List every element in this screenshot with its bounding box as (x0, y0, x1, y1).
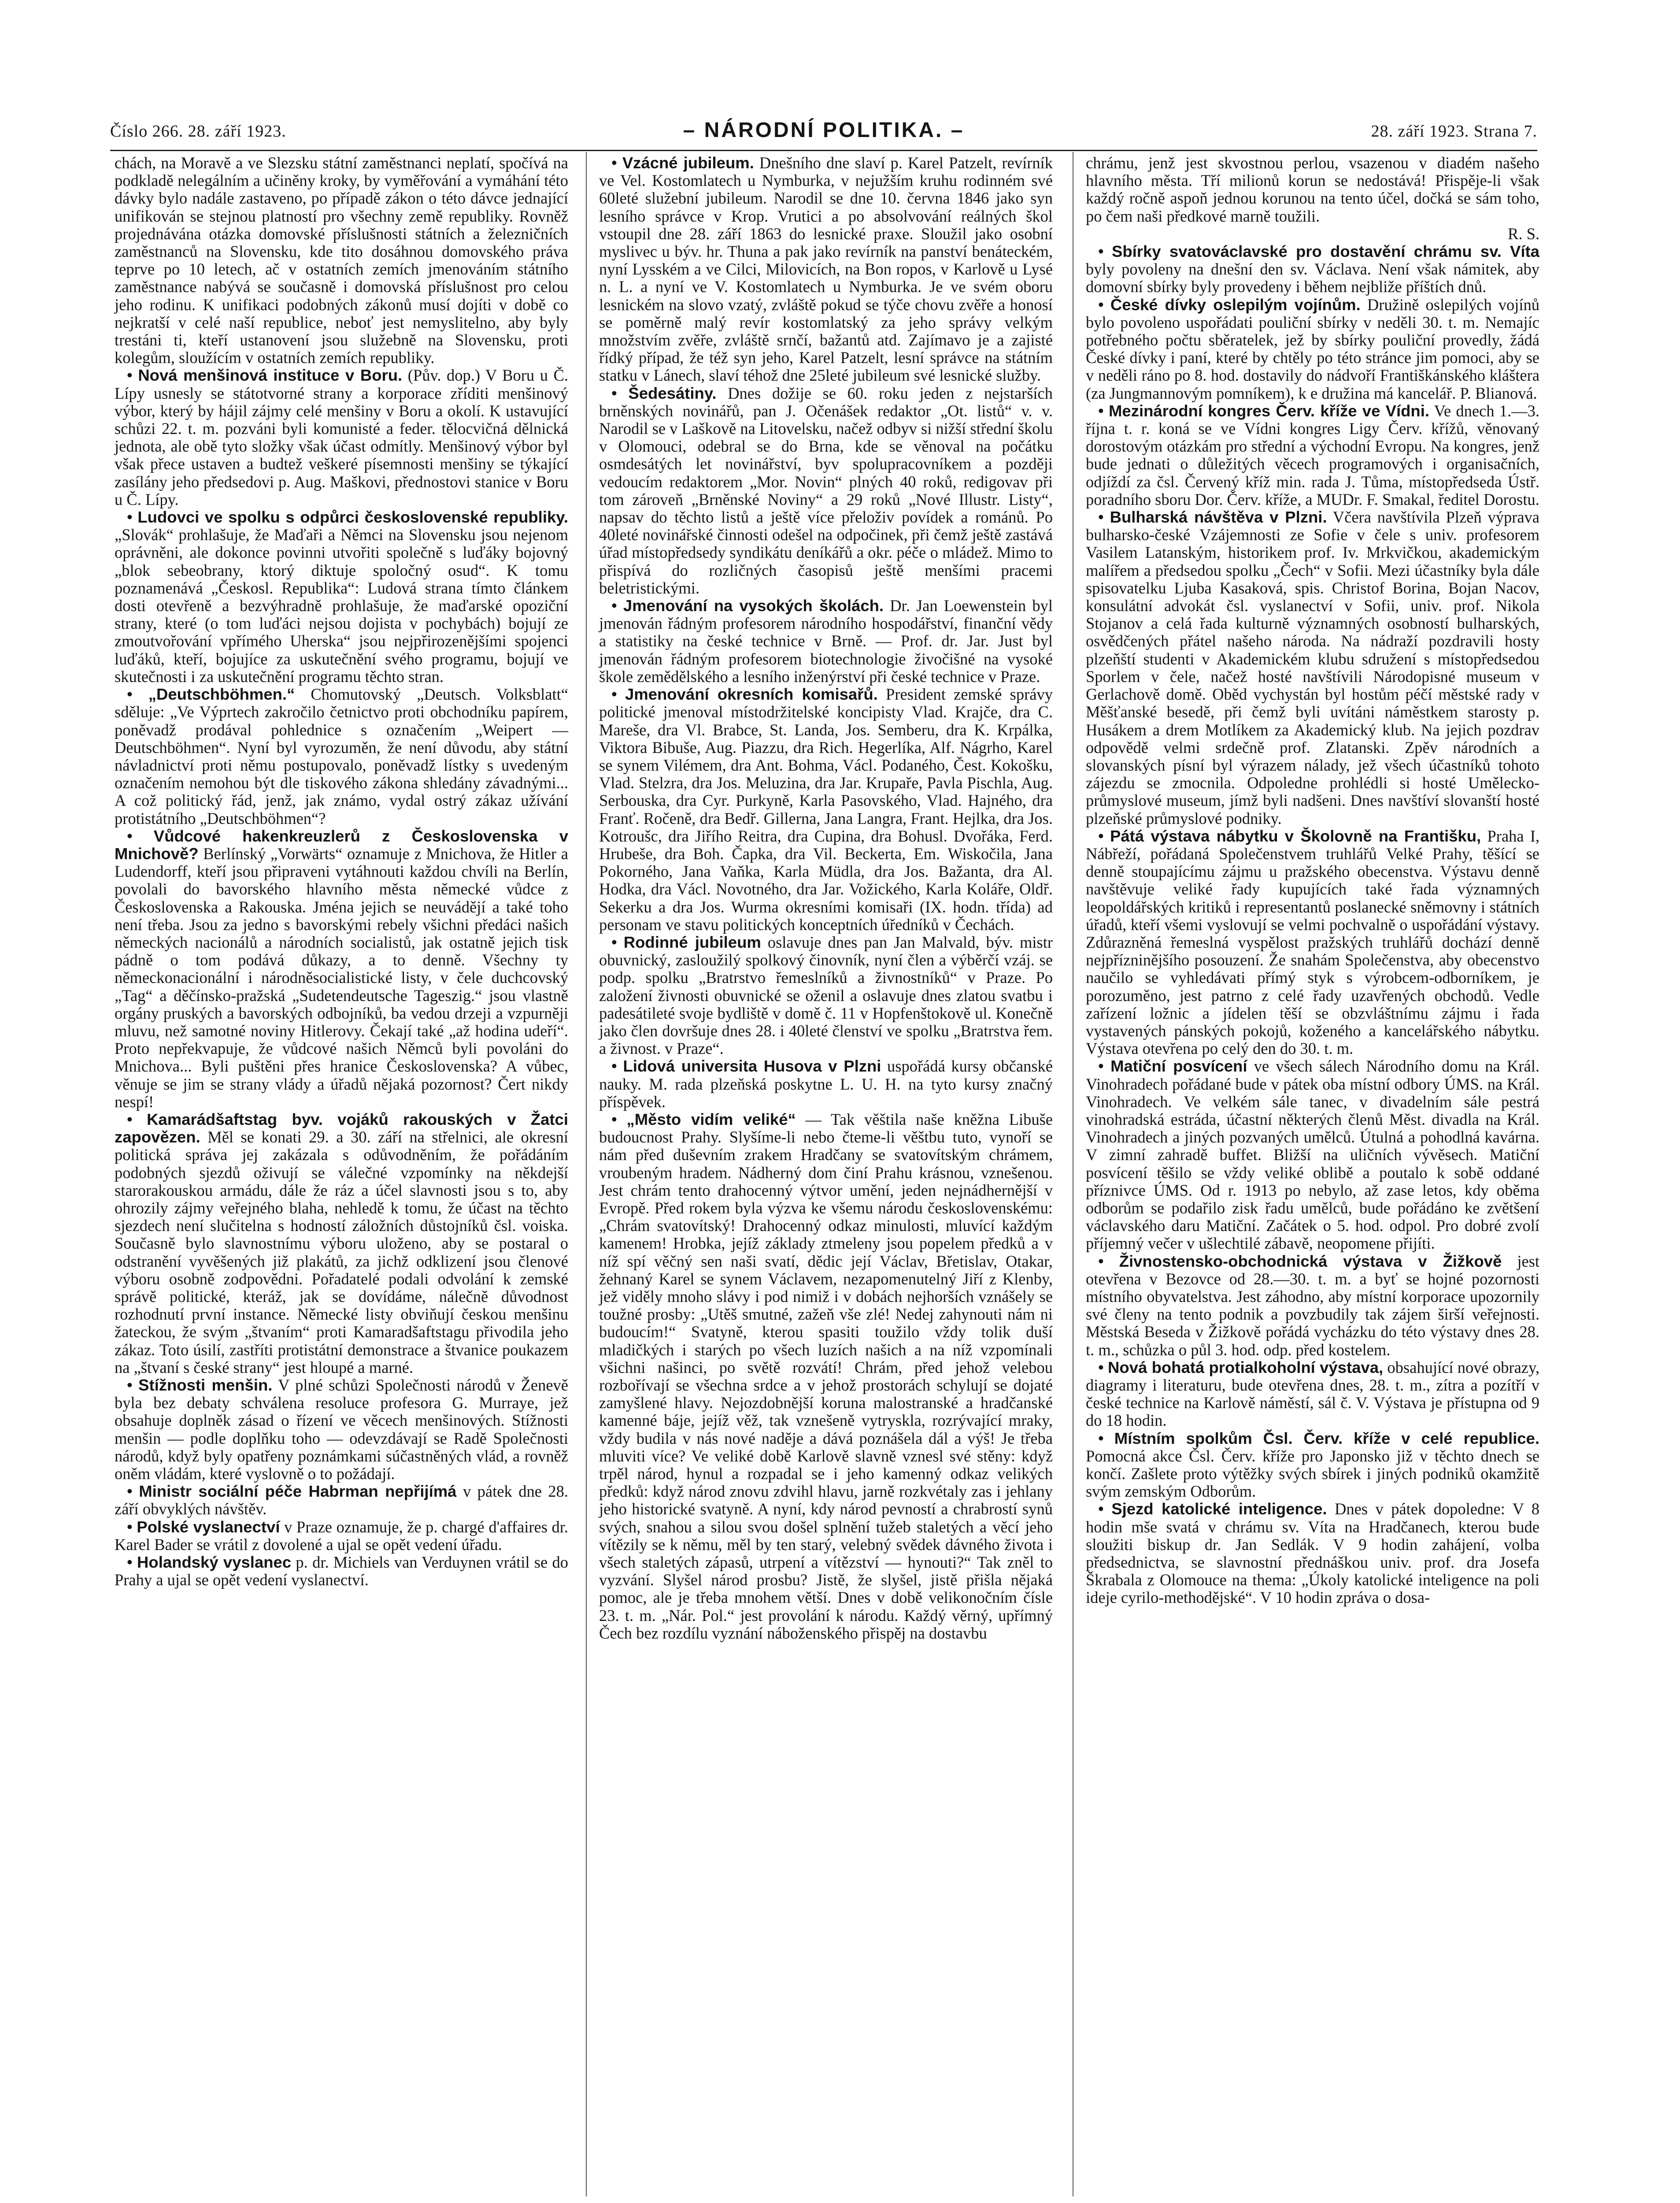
header-rule (110, 150, 1537, 151)
news-item-body: Berlínský „Vorwärts“ oznamuje z Mnichova, že Hitler a Ludendorff, kteří jsou připraveni vytáhnouti každou chvíli na Berlín, povolali do bavorského hlavního města německé vůdce z Československa a Rakouska. Jména jejich se neuvádějí a také toho není třeba. Jsou za jedno s bavorskými rebely všichni předáci našich německých nacionálů a národních socialistů, jak ostatně jejich tisk pádně o tom podává důkazy, a to denně. Všechny ty německonacionální i národněsocialistické listy, v čele duchcovský „Tag“ a děčínsko-pražská „Sudetendeutsche Tageszig.“ jsou vlastně orgány pruských a bavorských odbojníků, ba vedou drzeji a vzpurněji mluvu, než samotné noviny Hitlerovy. Čekají také „až hodina udeří“. Proto nepřekvapuje, že vůdcové našich Němců byli povoláni do Mnichova... Byli puštěni přes hranice Československa? A vůbec, věnuje se jim se strany vlády a úřadů nějaká pozornost? Čert nikdy nespí! (115, 844, 568, 1111)
news-item-body: Chomutovský „Deutsch. Volksblatt“ sděluje: „Ve Výprtech zakročilo četnictvo proti obchodníku papírem, poněvadž prodával pohlednice s označením „Weipert — Deutschböhmen“. Nyní byl vyrozuměn, že není důvodu, aby státní návladnictví proti němu postupovalo, poněvadž lístky s uvedeným označením nemohou být dle tiskového zákona shledány závadnými... A což politický řád, jenž, jak známo, vydal ostrý zákaz užívání protistátního „Deutschböhmen“? (115, 685, 568, 827)
bullet-icon: • (127, 508, 138, 527)
news-item-body: jest otevřena v Bezovce od 28.—30. t. m. a byť se hojné pozornosti místního obyvatelstva. Jest záhodno, aby místní korporace upozornily své členy na tento podnik a povzbudily tak zájem širší veřejnosti. Městská Beseda v Žižkově pořádá vycházku do této výstavy dnes 28. t. m., schůzka o půl 3. hod. odp. před kostelem. (1086, 1252, 1540, 1359)
news-item-headline: Lidová universita Husova v Plzni (623, 1057, 881, 1076)
bullet-icon: • (127, 1517, 137, 1536)
news-item-headline: Holandský vyslanec (137, 1553, 292, 1572)
news-item-body: Ve dnech 1.—3. října t. r. koná se ve Vídni kongres Ligy Červ. křížů, věnovaný dorostovým otázkám pro střední a východní Evropu. Na kongres, jenž bude jednati o důležitých věcech programových i organisačních, odjíždí za čsl. Červený kříž min. rada J. Tůma, místopředseda Ústř. poradního sboru Dor. Červ. kříže, a MUDr. F. Smakal, ředitel Dorostu. (1086, 401, 1539, 508)
news-item (599, 597, 1053, 686)
news-item-body: ve všech sálech Národního domu na Král. Vinohradech pořádané bude v pátek oba místní odbory ÚMS. na Král. Vinohradech. Ve velkém sále tanec, v divadelním sále pestrá vinohradská estráda, účastní některých členů Měst. divadla na Král. Vinohradech a jiných pozvaných umělců. Útulná a pohodlná kavárna. V zimní zahradě buffet. Bližší na uličních vývěsech. Matiční posvícení těšilo se vždy veliké oblibě a poutalo k sobě oddané příznivce ÚMS. Od r. 1913 po nebylo, až zase letos, kdy oběma odborům se podařilo zisk řadu umělců, bude pořádáno ke zvětšení václavského daru Matiční. Začátek o 5. hod. odpol. Pro dobré zvolí příjemný večer v ušlechtilé zábavě, neopomene přijíti. (1086, 1057, 1539, 1253)
bullet-icon: • (1098, 1057, 1111, 1076)
news-item (115, 1483, 568, 1518)
news-item (1086, 1253, 1539, 1359)
news-item (115, 508, 568, 686)
bullet-icon: • (1098, 1429, 1114, 1447)
article-continuation: chách, na Moravě a ve Slezsku státní zaměstnanci neplatí, spočívá na podkladě nelegálním a učiněny kroky, by vyměřování a vymáhání této dávky bylo nadále zastaveno, po případě zákon o této dávce jednající unifikován se stejnou platností pro všechny země republiky. Rovněž projednávána otázka domovské příslušnosti státních a železničních zaměstnanců na Slovensku, kde tito dosáhnou domovského práva teprve po 10 letech, ač v ostatních zemích jmenováním státního zaměstnance nabývá se současně i domovská příslušnost pro celou jeho rodinu. K unifikaci podobných zákonů musí dojíti v době co nejkratší v celé naší republice, neboť jest nemyslitelno, aby byly trestáni ti, kteří ustanovení jsou služebně na Slovensku, proti kolegům, sloužícím v ostatních zemích republiky. (115, 154, 568, 367)
news-item (115, 1111, 568, 1376)
news-item-headline: Nová menšinová instituce v Boru. (138, 366, 403, 385)
news-item-body: oslavuje dnes pan Jan Malvald, býv. mistr obuvnický, zasloužilý spolkový činovník, nyní člen a výběrčí vzáj. se podp. spolku „Bratrstvo řemeslníků a živnostníků“ v Praze. Po založení živnosti obuvnické se oženil a oslavuje dnes zlatou svatbu i padesátileté svoje bydliště v domě č. 11 v Hopfenštokově ul. Konečně jako člen dovršuje dnes 28. i 40leté členství ve spolku „Bratrstva řem. a živnost. v Praze“. (599, 933, 1053, 1058)
column-1 (115, 154, 568, 1589)
news-item-headline: Jmenování na vysokých školách. (623, 597, 884, 615)
news-item (1086, 243, 1539, 296)
news-item-headline: Sjezd katolické inteligence. (1111, 1500, 1327, 1518)
news-item-headline: Mezinárodní kongres Červ. kříže ve Vídni. (1109, 401, 1429, 420)
bullet-icon: • (611, 685, 625, 704)
newspaper-title: – NÁRODNÍ POLITIKA. – (683, 119, 965, 142)
news-item (1086, 402, 1539, 508)
news-item-body: byly povoleny na dnešní den sv. Václava. Není však námitek, aby domovní sbírky byly provedeny i během nejbliže příštích dnů. (1086, 260, 1539, 296)
bullet-icon: • (611, 597, 623, 615)
news-item-body: President zemské správy politické jmenoval místodržitelské koncipisty Vlad. Krajče, dra C. Mareše, dra Vl. Brabce, St. Landa, Jos. Semberu, dra K. Krpálka, Viktora Bibuše, Aug. Piazzu, dra Rich. Hegerlíka, Alf. Nágrho, Karel se synem Vilémem, dra Ant. Bohma, Václ. Podaného, Čest. Kokošku, Vlad. Stelzra, dra Jos. Meluzina, dra Jar. Krupaře, Pavla Pischla, Aug. Serbouska, dra Cyr. Purkyně, Karla Pasovského, Vlad. Hajného, dra Franť. Ročeně, dra Bedř. Gillerna, Jana Langra, Frant. Hejlka, dra Jos. Kotroušc, dra Jiřího Reitra, dra Cupina, dra Bohusl. Dvořáka, Ferd. Hrubeše, dra Boh. Čapka, dra Vil. Beckerta, Em. Wiskočila, Jana Pokorného, Jana Vaňka, Karla Müdla, dra Jos. Bažanta, dra Al. Hodka, dra Václ. Novotného, dra Jar. Vožického, Karla Koláře, Oldř. Sekerku a dra Jos. Wurma okresními komisaři (IX. hodn. třída) ad personam ve stavu politických konceptních úředníků v Čechách. (599, 685, 1053, 934)
news-item-headline: Místním spolkům Čsl. Červ. kříže v celé republice. (1114, 1429, 1539, 1447)
news-item (1086, 508, 1539, 827)
news-item (1086, 1500, 1539, 1606)
news-item (1086, 1359, 1539, 1430)
news-item (115, 827, 568, 1111)
news-item-headline: Jmenování okresních komisařů. (625, 685, 878, 704)
news-item (1086, 1430, 1539, 1501)
news-item (1086, 1057, 1539, 1252)
bullet-icon: • (1098, 827, 1110, 845)
news-item-body: v Praze oznamuje, že p. chargé d'affaires dr. Karel Bader se vrátil z dovolené a ujal se opět vedení úřadu. (115, 1517, 569, 1554)
article-continuation: chrámu, jenž jest skvostnou perlou, vsazenou v diadém našeho hlavního města. Tří milionů korun se nedostává! Přispěje-li však každý ročně aspoň jednou korunou na tento účel, dočká se sám toho, po čem naši předkové marně toužili. (1086, 154, 1539, 225)
news-item-headline: „Město vidím veliké“ (626, 1110, 796, 1128)
news-item-body: obsahující nové obrazy, diagramy i literaturu, bude otevřena dnes, 28. t. m., zítra a pozítří v české technice na Karlově náměstí, sál č. V. Výstava je přístupna od 9 do 18 hodin. (1086, 1358, 1539, 1430)
news-item (115, 686, 568, 827)
news-item (599, 1057, 1053, 1111)
news-item (115, 1554, 568, 1589)
news-item-body: Dr. Jan Loewenstein byl jmenován řádným profesorem národního hospodářství, finanční vědy a statistiky na české technice v Brně. — Prof. dr. Jar. Just byl jmenován řádným profesorem biotechnologie živočišné na vysoké škole zemědělského a lesního inženýrství při české technice v Praze. (599, 597, 1053, 686)
news-item-body: Praha I, Nábřeží, pořádaná Společenstvem truhlářů Velké Prahy, těšící se denně stoupajícímu zájmu u pražského obecenstva. Výstavu denně navštěvuje veliké řady kupujících také řada významných leopoldářských kritiků i representantů poslanecké sněmovny i státních úřadů, kteří všemi vyslovují se velmi pochvalně o uspořádání výstavy. Zdůrazněná řemeslná vyspělost pražských truhlářů dochází denně nejpřízninějšího posouzení. Že snahám Společenstva, aby obecenstvo naučilo se vyhledávati přímý styk s výrobcem-odborníkem, je porozuměno, jest patrno z celé řady uzavřených obchodů. Vedle zařízení ložnic a jídelen těší se obzvláštnímu zájmu i řada vystavených pánských pokojů, koženého a kancelářského nábytku. Výstava otevřena po celý den do 30. t. m. (1086, 827, 1540, 1058)
news-item-headline: Šedesátiny. (628, 384, 717, 402)
news-item-headline: Nová bohatá protialkoholní výstava, (1108, 1358, 1384, 1376)
news-item (115, 1376, 568, 1483)
news-item-headline: Pátá výstava nábytku v Školovně na Františku, (1110, 827, 1481, 845)
bullet-icon: • (1098, 242, 1112, 261)
news-item-body: Dnes v pátek dopoledne: V 8 hodin mše svatá v chrámu sv. Víta na Hradčanech, kterou bude sloužiti biskup dr. Jan Sedlák. V 9 hodin zahájení, volba předsednictva, se slavnostní přednáškou univ. prof. dra Josefa Škrabala z Olomouce na thema: „Úkoly katolické inteligence na poli ideje cyrilo-methodějské“. V 10 hodin zpráva o dosa- (1086, 1500, 1539, 1607)
bullet-icon: • (1098, 1252, 1119, 1270)
news-item-headline: Polské vyslanectví (137, 1517, 280, 1536)
news-item-body: Družině oslepilých vojínů bylo povoleno uspořádati pouliční sbírky v neděli 30. t. m. Nemajíc potřebného počtu sběratelek, jež by sbírky pouliční provedly, žádá České dívky i paní, které by chtěly po této stránce jim pomoci, aby se v neděli ráno po 8. hod. dostavily do nádvoří Františkánského kláštera (za Jungmannovým pomníkem), k e družina má kancelář. P. Blianová. (1086, 295, 1539, 402)
news-item (1086, 827, 1539, 1058)
bullet-icon: • (611, 154, 622, 172)
news-item-headline: Rodinné jubileum (623, 933, 761, 951)
column-divider (586, 152, 587, 2196)
news-item-body: v pátek dne 28. září obvyklých návštěv. (115, 1482, 568, 1518)
news-item-headline: Matiční posvícení (1110, 1057, 1247, 1076)
news-item-body: „Slovák“ prohlašuje, že Maďaři a Němci na Slovensku jsou nejenom oprávněni, ale dokonce povinni utvořiti společně s luďáky bojovný „blok sebeobrany, ktorý diktuje spoločný osud“. K tomu poznamenává „Českosl. Republika“: Ludová strana tímto článkem dosti otevřeně a bezvýhradně prohlašuje, že maďarské opoziční strany, které (o tom luďáci nejsou dojista v pochybách) bojují ze zmoutvořování vpřímého Uherska“ jsou nejpřirozenějšími spojenci luďáků, kteří, bojujíce za uskutečnění svého programu, bojují ve skutečnosti i za uskutečnění programu těchto stran. (115, 526, 568, 686)
bullet-icon: • (127, 1376, 139, 1394)
bullet-icon: • (1098, 1500, 1112, 1518)
bullet-icon: • (611, 384, 629, 402)
news-item-headline: Stížnosti menšin. (138, 1376, 273, 1394)
bullet-icon: • (611, 1110, 627, 1128)
news-item (599, 385, 1053, 597)
bullet-icon: • (127, 1553, 137, 1572)
news-item-headline: Živnostensko-obchodnická výstava v Žižkově (1119, 1252, 1502, 1270)
issue-number-date: Číslo 266. 28. září 1923. (110, 122, 286, 141)
bullet-icon: • (127, 1482, 139, 1501)
bullet-icon: • (1098, 401, 1109, 420)
column-3 (1086, 154, 1539, 1607)
news-item-headline: České dívky oslepilým vojínům. (1110, 295, 1361, 314)
bullet-icon: • (1098, 508, 1110, 527)
bullet-icon: • (611, 1057, 623, 1076)
bullet-icon: • (1098, 295, 1110, 314)
news-item-headline: „Deutschböhmen.“ (148, 685, 295, 704)
news-item-body: Měl se konati 29. a 30. září na střelnici, ale okresní politická správa jej zakázala s odůvodněním, že pořádáním podobných sjezdů oživují se válečné vzpomínky na někdejší starorakouskou armádu, dále že ráz a účel slavnosti jsou s to, aby ohrozily zájmy veřejného blaha, nehledě k tomu, že účast na těchto sjezdech není slučitelna s hodností záložních důstojníků čsl. voiska. Současně bylo slavnostnímu výboru uloženo, aby se postaral o odstranění vyvěšených již plakátů, za jichž odklizení jsou členové výboru osobně zodpovědni. Pořadatelé podali odvolání k zemské správě politické, kteráž, jak se dovídáme, nálečně důvodnost rozhodnutí první instance. Německé listy obviňují českou menšinu žateckou, že svým „štvaním“ proti Kamaradšaftstagu přivodila jeho zákaz. Toto úsilí, zastříti protistátní demonstrace a štvanice poukazem na „štvaní s české strany“ jest hloupé a marné. (115, 1128, 568, 1376)
news-item-body: p. dr. Michiels van Verduynen vrátil se do Prahy a ujal se opět vedení vyslanectví. (115, 1553, 568, 1589)
news-item (599, 934, 1053, 1057)
news-item-headline: Vzácné jubileum. (622, 154, 754, 172)
news-item (599, 686, 1053, 934)
column-2 (599, 154, 1053, 1642)
news-item-headline: Ministr sociální péče Habrman nepřijímá (139, 1482, 457, 1501)
news-item-headline: Kamarádšaftstag byv. vojáků rakouských v Žatci zapovězen. (115, 1110, 569, 1146)
news-item (115, 367, 568, 508)
bullet-icon: • (127, 827, 154, 845)
news-item-body: — Tak věštila naše kněžna Libuše budoucnost Prahy. Slyšíme-li nebo čteme-li věštbu tuto, vynoří se nám před duševním zrakem Hradčany se svatovítským chrámem, vroubeným hradem. Nádherný dom činí Prahu krásnou, vznešenou. Jest chrám tento drahocenný výtvor umění, jeden nejnádhernější v Evropě. Před rokem byla výzva ke všemu národu československému: „Chrám svatovítský! Drahocenný odkaz minulosti, mluvící každým kamenem! Hrobka, jejíž základy ztmeleny jsou popelem předků a v níž spí věčný sen naši svatí, dědic její Václav, Břetislav, Otakar, žehnaný Karel se synem Václavem, nezapomenutelný Jiří z Klenby, jež viděly mnoho slávy i pod nimiž i v dobách nejhorších vznášely se toužné prosby: „Utěš smutné, zažeň vše zlé! Nedej zahynouti nám ni budoucím!“ Svatyně, kterou spasiti toužilo vždy tolik duší mladičkých i starých po všech luzích našich a na níž vzpomínali všichni našinci, po světě rozvátí! Chrám, před jehož velebou rozbořívají se všechna srdce a v jehož prostorách schylují se dojaté zamyšlené hlavy. Nejozdobnější koruna malostranské a hradčanské kamenné báje, jejíž věž, tak vznešeně vytryskla, rozrývající mraky, vždy budila v nás nové naděje a dává poznášela dál a výš! Je třeba mluviti více? Ve veliké době Karlově slavně vznesl své stěny: když trpěl národ, hynul a rozpadal se i jeho kamenný odkaz velikých předků: když národ znovu zdvihl hlavu, jarně rozkvétaly zas i jehlany jeho historické svatyně. A nyní, kdy národ pevností a chrabrostí synů svých, snahou a silou svou došel splnění tužeb staletých a věcí jeho vítězily se k němu, měl by ten starý, velebný svědek dávného života i všech staletých zápasů, utrpení a vítězství — hynouti?“ Tak zněl to vyzvání. Slyšel národ prosbu? Jistě, že slyšel, jistě přišla nějaká pomoc, ale je třeba mnohem větší. Dnes v době velikonočním čísle 23. t. m. „Nár. Pol.“ jest provolání k národu. Každý věrný, upřímný Čech bez rozdílu vyznání náboženského přispěj na dostavbu (599, 1110, 1053, 1642)
bullet-icon: • (127, 1110, 147, 1128)
bullet-icon: • (1098, 1358, 1108, 1376)
bullet-icon: • (611, 933, 624, 951)
news-item (599, 1111, 1053, 1642)
news-item-body: Dnes dožije se 60. roku jeden z nejstarších brněnských novinářů, pan J. Očenášek redaktor „Ot. listů“ v. v. Narodil se v Laškově na Litovelsku, načež odbyv si nižší střední školu v Olomouci, odebral se do Brna, kde se věnoval na počátku osmdesátých let novinářství, byv spolupracovníkem a později vedoucím redaktorem „Mor. Novin“ plných 40 roků, redigovav při tom zároveň „Brněnské Noviny“ a 29 roků „Nové Illustr. Listy“, napsav do těchto listů a ještě více přeloživ povídek a románů. Po 40leté novinářské činnosti odešel na odpočinek, při čemž ještě zastává úřad místopředsedy syndikátu deníkářů a okr. péče o mládež. Mimo to přispívá do rozličných časopisů ještě menšími pracemi beletristickými. (599, 384, 1053, 597)
news-item-headline: Vůdcové hakenkreuzlerů z Československa v Mnichově? (115, 827, 569, 863)
news-item-body: Včera navštívila Plzeň výprava bulharsko-české Vzájemnosti ze Sofie v čele s univ. profesorem Vasilem Latanským, historikem prof. Iv. Mrkvičkou, akademickým malířem a předsedou spolku „Čech“ v Sofii. Mezi účastníky byla dále spisovatelku Ljuba Kasaková, spis. Christof Borina, Bojan Nacov, konsulátní advokát čsl. vyslanectví v Sofii, univ. prof. Nikola Stojanov a celá řada kulturně významných osobností bulharských, osvědčených přátel našeho národa. Na nádraží pozdravili hosty plzeňští studenti v Akademickém klubu sdružení s místopředsedou Sporlem v čele, načež hosté navštívili Národopisné museum v Gerlachově domě. Oběd vychystán byl hostům péčí městské rady v Měšťanské besedě, při čemž byli uvítáni náměstkem starosty p. Husákem a drem Motlíkem za Akademický klub. Na jejich pozdrav odpovědě velmi srdečně prof. Zlatanski. Zpěv národních a slovanských písní byl výrazem nálady, jež všech účastníků tohoto zájezdu se zmocnila. Odpoledne prohlédli si hosté Umělecko-průmyslové museum, jímž byli nadšeni. Dnes navštíví slovanští hosté plzeňské průmyslové podniky. (1086, 508, 1540, 827)
news-item-body: V plné schůzi Společnosti národů v Ženevě byla bez debaty schválena resoluce profesora G. Murraye, jež obsahuje doplněk zásad o řízení ve věcech menšinových. Stížnosti menšin — podle doplňku toho — odevzdávají se Radě Společnosti národů, když byly opatřeny poznámkami súčastněných vlád, a rovněž oněm vládám, které vyslovně o to požádají. (115, 1376, 568, 1483)
news-item (115, 1518, 568, 1554)
news-item-body: (Pův. dop.) V Boru u Č. Lípy usnesly se státotvorné strany a korporace zříditi menšinový výbor, který by hájil zájmy celé menšiny v Boru a okolí. K ustavující schůzi 22. t. m. pozváni byli komunisté a feder. tělocvičná dělnická jednota, ale obě tyto složky však účast odmítly. Menšinový výbor byl však přece ustaven a budtež veškeré písemnosti menšiny se týkající zasílány jeho předsedovi p. Aug. Maškovi, přednostovi stanice v Boru u Č. Lípy. (115, 366, 568, 508)
page-date-number: 28. září 1923. Strana 7. (1371, 122, 1537, 141)
page-header (110, 118, 1537, 149)
news-item-headline: Bulharská návštěva v Plzni. (1110, 508, 1327, 527)
news-item-body: Pomocná akce Čsl. Červ. kříže pro Japonsko již v těchto dnech se končí. Zašlete proto výtěžky svých sbírek i jiných podniků okamžitě svým zemským Odborům. (1086, 1446, 1539, 1501)
news-item (1086, 296, 1539, 402)
bullet-icon: • (127, 685, 148, 704)
news-item-body: Dnešního dne slaví p. Karel Patzelt, revírník ve Vel. Kostomlatech u Nymburka, v nejužším kruhu rodinném své 60leté služební jubileum. Narodil se dne 10. června 1846 jako syn lesního správce v Krop. Vrutici a po absolvování reálných škol vstoupil dne 28. září 1863 do lesnické praxe. Sloužil jako osobní myslivec u býv. hr. Thuna a pak jako revírník na panství benáteckém, nyní Lysském a ve Cilci, Milovicích, na Bon ropos, v Karlově u Lysé n. L. a nyní ve V. Kostomlatech u Nymburka. Je ve svém oboru lesnickém na slovo vzatý, zvláště pokud se týče chovu zvěře a honosí se poměrně malý revír kostomlatský za jeho správy velkým množstvím zvěře, zvláště srnčí, bažantů atd. Zajímavo je a zajisté řídký případ, že též syn jeho, Karel Patzelt, lesní správce na státním statku v Lánech, slaví téhož dne 25leté jubileum své lesnické služby. (599, 154, 1053, 385)
author-signature: R. S. (1507, 224, 1539, 243)
bullet-icon: • (127, 366, 138, 385)
news-item (599, 154, 1053, 385)
news-item-headline: Sbírky svatováclavské pro dostavění chrámu sv. Víta (1112, 242, 1539, 261)
news-item-headline: Ludovci ve spolku s odpůrci československé republiky. (137, 508, 568, 527)
news-item-body: uspořádá kursy občanské nauky. M. rada plzeňská poskytne L. U. H. na tyto kursy značný příspěvek. (599, 1057, 1053, 1111)
